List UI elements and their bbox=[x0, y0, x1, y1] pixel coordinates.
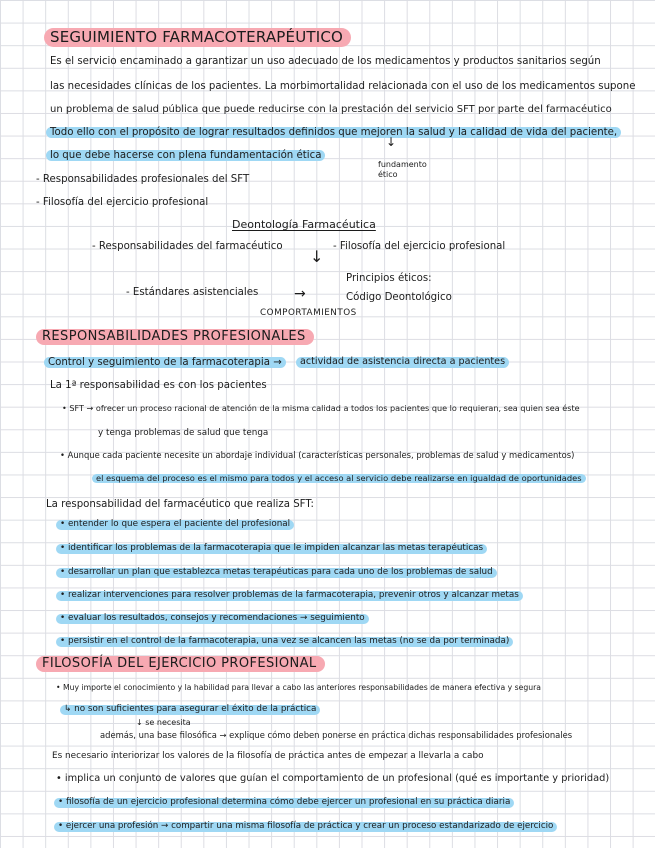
intro-bullet-1: - Responsabilidades profesionales del SFT bbox=[36, 174, 250, 185]
s1-line-1a: Control y seguimiento de la farmacoterapia → bbox=[44, 357, 286, 368]
page-title: SEGUIMIENTO FARMACOTERAPÉUTICO bbox=[44, 28, 351, 47]
list-item: • desarrollar un plan que establezca metas terapéuticas para cada uno de los problemas de salud bbox=[56, 568, 497, 578]
section-header-responsabilidades: RESPONSABILIDADES PROFESIONALES bbox=[36, 329, 314, 345]
list-item: • realizar intervenciones para resolver problemas de la farmacoterapia, prevenir otros y alcanzar metas bbox=[56, 591, 523, 601]
s2-line-3: ↓ se necesita bbox=[136, 718, 191, 727]
diagram-right-1: - Filosofía del ejercicio profesional bbox=[333, 241, 506, 252]
s1-line-7: La responsabilidad del farmacéutico que realiza SFT: bbox=[46, 499, 314, 510]
diagram-right-2b: Código Deontológico bbox=[346, 292, 452, 303]
list-item: • entender lo que espera el paciente del profesional bbox=[56, 520, 294, 530]
s2-line-5: Es necesario interiorizar los valores de la filosofía de práctica antes de empezar a llevarla a cabo bbox=[52, 751, 484, 761]
s1-line-6: el esquema del proceso es el mismo para todos y el acceso al servicio debe realizarse en igualdad de oportunidades bbox=[92, 474, 586, 483]
intro-line-2: las necesidades clínicas de los pacientes. La morbimortalidad relacionada con el uso de los medicamentos supone bbox=[50, 81, 636, 92]
s2-line-8: • ejercer una profesión → compartir una misma filosofía de práctica y crear un proceso estandarizado de ejercicio bbox=[54, 822, 557, 832]
s1-line-4: y tenga problemas de salud que tenga bbox=[98, 428, 269, 438]
diagram-right-2a: Principios éticos: bbox=[346, 273, 432, 284]
intro-line-4: Todo ello con el propósito de lograr resultados definidos que mejoren la salud y la calidad de vida del paciente, bbox=[46, 127, 621, 138]
s1-line-3: • SFT → ofrecer un proceso racional de atención de la misma calidad a todos los pacientes que lo requieran, sea quien sea éste bbox=[62, 403, 580, 413]
s2-line-6: • implica un conjunto de valores que guían el comportamiento de un profesional (qué es importante y prioridad) bbox=[56, 773, 610, 784]
diagram-footer: COMPORTAMIENTOS bbox=[260, 308, 357, 318]
intro-line-5: lo que debe hacerse con plena fundamentación ética bbox=[46, 150, 325, 161]
list-item: • persistir en el control de la farmacoterapia, una vez se alcancen las metas (no se da por terminada) bbox=[56, 637, 513, 647]
s2-line-2: ↳ no son suficientes para asegurar el éxito de la práctica bbox=[60, 705, 320, 715]
diagram-left-1: - Responsabilidades del farmacéutico bbox=[92, 241, 283, 252]
section-header-filosofia: FILOSOFÍA DEL EJERCICIO PROFESIONAL bbox=[36, 656, 325, 672]
s2-line-1: • Muy importe el conocimiento y la habilidad para llevar a cabo las anteriores responsabilidades de manera efectiva y segura bbox=[56, 683, 541, 692]
arrow-right-icon: → bbox=[294, 286, 306, 302]
s2-line-7: • filosofía de un ejercicio profesional determina cómo debe ejercer un profesional en su práctica diaria bbox=[54, 798, 514, 808]
fundamento-note: fundamento ético bbox=[378, 160, 427, 179]
arrow-down-icon: ↓ bbox=[310, 247, 324, 266]
s1-line-2: La 1ª responsabilidad es con los pacientes bbox=[50, 380, 267, 391]
intro-line-1: Es el servicio encaminado a garantizar un uso adecuado de los medicamentos y productos sanitarios según bbox=[50, 56, 601, 67]
diagram-heading: Deontología Farmacéutica bbox=[232, 218, 376, 231]
list-item: • identificar los problemas de la farmacoterapia que le impiden alcanzar las metas terapéuticas bbox=[56, 544, 487, 554]
intro-line-3: un problema de salud pública que puede reducirse con la prestación del servicio SFT por parte del farmacéutico bbox=[50, 104, 612, 115]
s1-line-1b: actividad de asistencia directa a pacientes bbox=[296, 357, 509, 368]
arrow-down-icon: ↓ bbox=[386, 135, 397, 149]
list-item: • evaluar los resultados, consejos y recomendaciones → seguimiento bbox=[56, 614, 369, 624]
s2-line-4: además, una base filosófica → explique cómo deben ponerse en práctica dichas responsabilidades profesionales bbox=[100, 730, 573, 740]
diagram-left-2: - Estándares asistenciales bbox=[126, 287, 259, 298]
s1-line-5: • Aunque cada paciente necesite un abordaje individual (características personales, problemas de salud y medicamentos) bbox=[60, 450, 575, 460]
intro-bullet-2: - Filosofía del ejercicio profesional bbox=[36, 197, 209, 208]
